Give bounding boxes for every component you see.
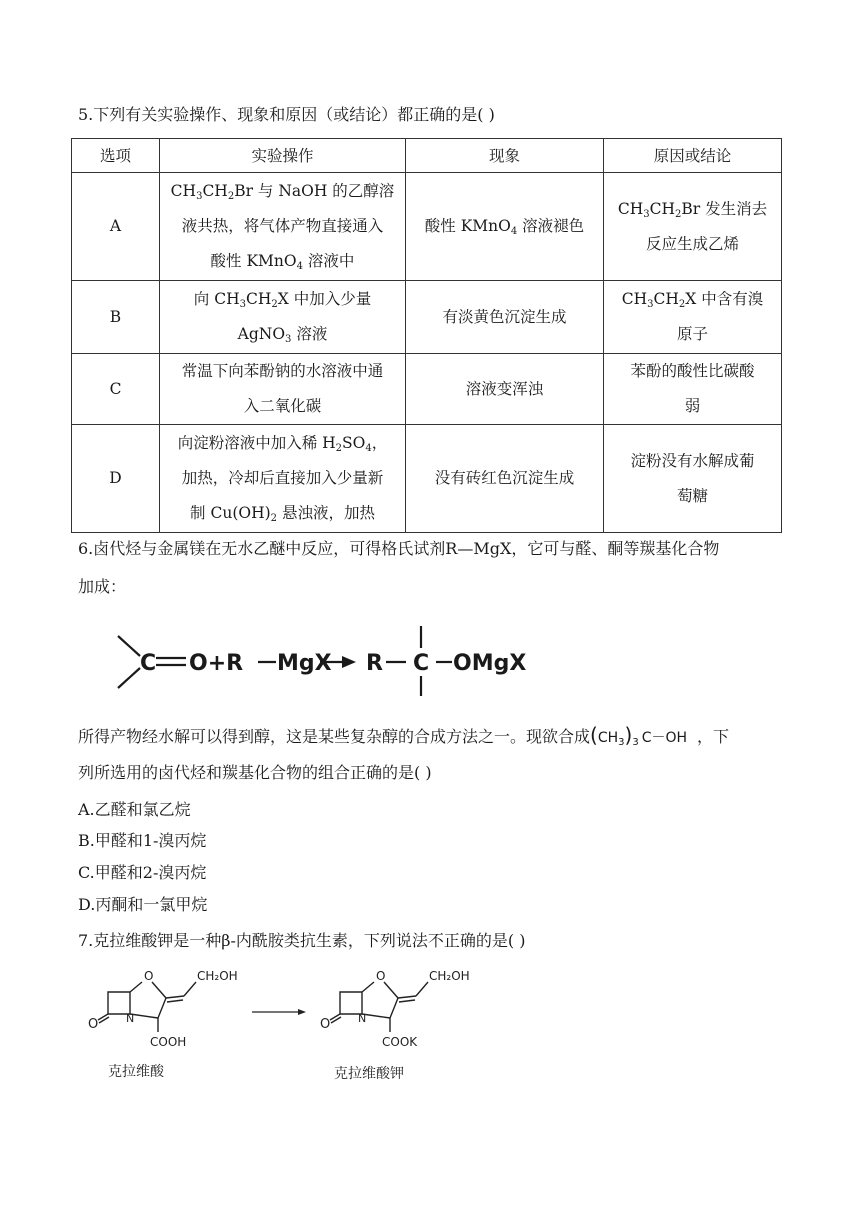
q6-stem-line2: 加成： <box>78 577 127 596</box>
row-a-option: A <box>72 173 160 281</box>
target-alcohol-formula: $(CH_3)_3$ C－OH <box>590 723 688 748</box>
ring-oxygen-label: O <box>376 969 386 983</box>
q7-stem: 7.克拉维酸钾是一种β-内酰胺类抗生素，下列说法不正确的是( ) <box>78 931 526 950</box>
oxygen-plus-r-label: O+R <box>189 651 244 676</box>
row-c-phenomenon: 溶液变浑浊 <box>406 354 604 425</box>
row-d-op-line2: 加热，冷却后直接加入少量新 <box>181 469 384 487</box>
table-header-row <box>72 139 782 173</box>
cook-label: COOK <box>382 1035 418 1049</box>
q6-line3-text: 所得产物经水解可以得到醇，这是某些复杂醇的合成方法之一。现欲合成 <box>78 727 591 746</box>
row-a-conc-line2: 反应生成乙烯 <box>645 234 739 253</box>
row-a-conc-line1: $CH_3CH_2Br$ 发生消去 <box>617 199 768 220</box>
nitrogen-label: N <box>358 1012 367 1025</box>
q6-option-b: B.甲醛和1-溴丙烷 <box>78 831 207 850</box>
q6-option-c: C.甲醛和2-溴丙烷 <box>78 863 207 882</box>
row-a-op-line1: $CH_3CH_2Br$ 与 NaOH 的乙醇溶 <box>170 182 395 202</box>
clavulanic-acid-caption: 克拉维酸 <box>108 1064 164 1080</box>
table-row-a <box>72 173 782 281</box>
keto-oxygen-label: O <box>88 1017 99 1032</box>
q5-table <box>71 138 782 533</box>
mgx-label: MgX <box>277 651 332 676</box>
row-b-conc-line1: $CH_3CH_2X$ 中含有溴 <box>621 290 764 310</box>
q5-stem: 5.下列有关实验操作、现象和原因（或结论）都正确的是( ) <box>78 105 495 124</box>
q6-paragraph-line4: 列所选用的卤代烃和羰基化合物的组合正确的是( ) <box>78 763 432 782</box>
product-c-label: C <box>413 651 430 676</box>
ch2oh-label: CH₂OH <box>429 969 470 983</box>
row-c-operation <box>160 354 406 425</box>
potassium-clavulanate-caption: 克拉维酸钾 <box>334 1066 404 1082</box>
table-row-b <box>72 281 782 354</box>
reaction-arrow <box>250 1006 310 1018</box>
product-omgx-label: OMgX <box>453 651 527 676</box>
header-conclusion: 原因或结论 <box>604 139 782 173</box>
ring-oxygen-label: O <box>144 969 154 983</box>
row-d-phenomenon: 没有砖红色沉淀生成 <box>406 425 604 533</box>
table-row-d <box>72 425 782 533</box>
row-a-phenomenon: 酸性 KMnO$_4$ 溶液褪色 <box>406 173 604 281</box>
header-phenomenon: 现象 <box>406 139 604 173</box>
row-a-operation <box>160 173 406 281</box>
q6-line3-tail: ，下 <box>697 727 730 746</box>
clavulanic-acid-structure <box>80 966 260 1086</box>
q6-option-d: D.丙酮和一氯甲烷 <box>78 895 208 914</box>
row-c-option: C <box>72 354 160 425</box>
header-option: 选项 <box>72 139 160 173</box>
row-c-conc-line2: 弱 <box>684 397 701 415</box>
row-d-conc-line2: 萄糖 <box>676 486 708 505</box>
row-d-option: D <box>72 425 160 533</box>
row-b-phenomenon: 有淡黄色沉淀生成 <box>406 281 604 354</box>
q6-stem-line1: 6.卤代烃与金属镁在无水乙醚中反应，可得格氏试剂R—MgX，它可与醛、酮等羰基化合物 <box>78 539 720 558</box>
row-b-conc-line2: 原子 <box>676 325 708 343</box>
keto-oxygen-label: O <box>320 1017 331 1032</box>
header-operation: 实验操作 <box>160 139 406 173</box>
row-d-conc-line1: 淀粉没有水解成葡 <box>630 451 755 470</box>
cooh-label: COOH <box>150 1035 187 1049</box>
carbonyl-carbon-label: C <box>140 651 157 676</box>
row-a-op-line3: 酸性 KMnO$_4$ 溶液中 <box>210 252 355 272</box>
row-d-op-line3: 制 $Cu(OH)_2$ 悬浊液，加热 <box>190 504 375 524</box>
row-d-op-line1: 向淀粉溶液中加入稀 $H_2SO_4$， <box>177 434 388 454</box>
row-b-conclusion <box>604 281 782 354</box>
ch2oh-label: CH₂OH <box>197 969 238 983</box>
product-r-label: R <box>366 651 383 676</box>
table-row-c <box>72 354 782 425</box>
row-d-operation <box>160 425 406 533</box>
row-b-op-line1: 向 $CH_3CH_2X$ 中加入少量 <box>193 290 372 310</box>
row-c-op-line2: 入二氧化碳 <box>243 397 322 415</box>
potassium-clavulanate-structure <box>312 966 502 1088</box>
row-c-op-line1: 常温下向苯酚钠的水溶液中通 <box>181 362 384 380</box>
row-c-conclusion <box>604 354 782 425</box>
row-b-operation <box>160 281 406 354</box>
nitrogen-label: N <box>126 1012 135 1025</box>
row-c-conc-line1: 苯酚的酸性比碳酸 <box>630 362 755 380</box>
q6-paragraph-line3 <box>78 724 729 749</box>
grignard-reaction-scheme <box>110 622 530 698</box>
row-d-conclusion <box>604 425 782 533</box>
q6-option-a: A.乙醛和氯乙烷 <box>78 800 191 819</box>
row-b-op-line2: AgNO$_3$ 溶液 <box>237 325 328 345</box>
row-a-conclusion <box>604 173 782 281</box>
row-b-option: B <box>72 281 160 354</box>
row-a-op-line2: 液共热，将气体产物直接通入 <box>181 217 384 235</box>
